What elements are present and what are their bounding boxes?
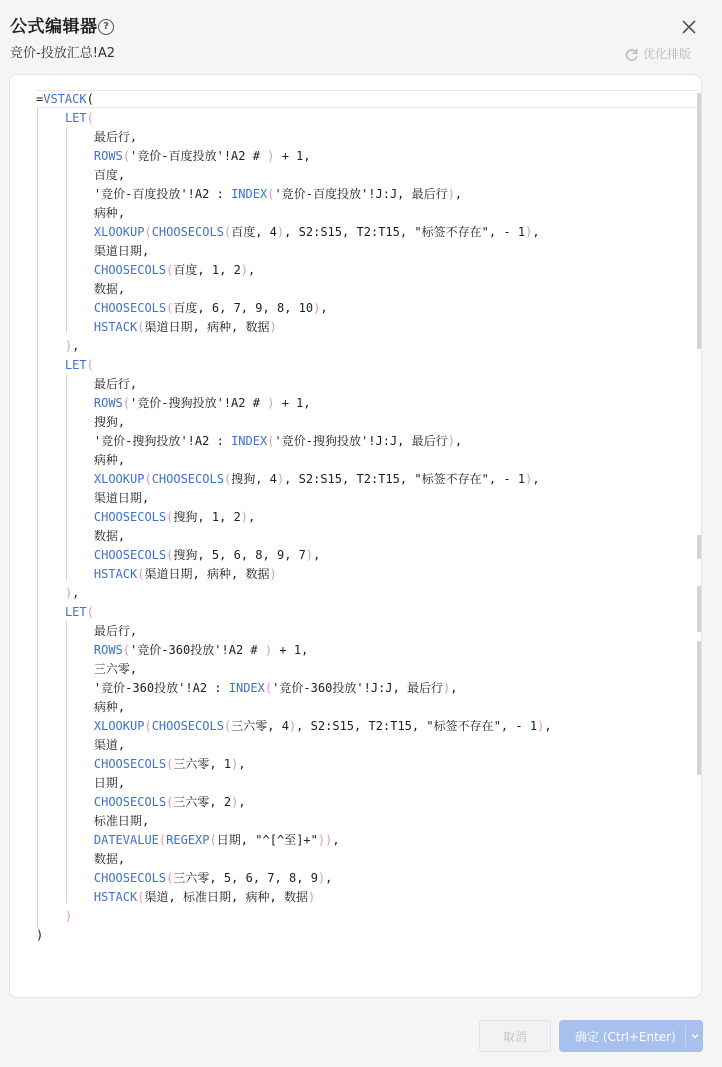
code-line[interactable]: 最后行, — [93, 130, 138, 144]
code-line[interactable]: 日期, — [93, 776, 126, 790]
code-line[interactable]: 病种, — [93, 700, 126, 714]
code-line[interactable]: HSTACK(渠道日期, 病种, 数据) — [93, 320, 277, 334]
cell-reference: 竞价-投放汇总!A2 — [10, 46, 116, 61]
code-line[interactable]: CHOOSECOLS(三六零, 2), — [93, 795, 246, 809]
code-line[interactable]: CHOOSECOLS(三六零, 1), — [93, 757, 246, 771]
code-line[interactable]: 渠道日期, — [93, 244, 150, 258]
code-line[interactable]: 数据, — [93, 852, 126, 866]
code-line[interactable]: ROWS('竞价-搜狗投放'!A2 # ) + 1, — [93, 396, 311, 410]
close-icon[interactable] — [680, 18, 698, 36]
code-line[interactable]: 最后行, — [93, 377, 138, 391]
cancel-button[interactable]: 取消 — [479, 1020, 551, 1052]
code-line[interactable]: LET( — [64, 358, 94, 372]
confirm-label: 确定 (Ctrl+Enter) — [575, 1029, 676, 1044]
code-line[interactable]: 渠道日期, — [93, 491, 150, 505]
optimize-layout-label: 优化排版 — [643, 47, 692, 61]
code-line[interactable]: 病种, — [93, 206, 126, 220]
scrollbar-thumb[interactable] — [697, 93, 702, 349]
code-line[interactable]: CHOOSECOLS(三六零, 5, 6, 7, 8, 9), — [93, 871, 333, 885]
code-line[interactable]: ), — [64, 339, 80, 353]
code-line[interactable]: XLOOKUP(CHOOSECOLS(三六零, 4), S2:S15, T2:T15, "标签不存在", - 1), — [93, 719, 552, 733]
code-line[interactable]: '竞价-360投放'!A2 : INDEX('竞价-360投放'!J:J, 最后行), — [93, 681, 458, 695]
scrollbar-thumb[interactable] — [697, 535, 702, 559]
code-line[interactable]: HSTACK(渠道日期, 病种, 数据) — [93, 567, 277, 581]
code-line[interactable]: 标准日期, — [93, 814, 150, 828]
formula-editor[interactable] — [9, 74, 702, 998]
code-line[interactable]: CHOOSECOLS(百度, 6, 7, 9, 8, 10), — [93, 301, 328, 315]
code-line[interactable]: HSTACK(渠道, 标准日期, 病种, 数据) — [93, 890, 316, 904]
code-line[interactable]: ) — [64, 909, 73, 923]
code-line[interactable]: '竞价-搜狗投放'!A2 : INDEX('竞价-搜狗投放'!J:J, 最后行), — [93, 434, 463, 448]
code-line[interactable]: 三六零, — [93, 662, 138, 676]
code-line[interactable]: XLOOKUP(CHOOSECOLS(百度, 4), S2:S15, T2:T15, "标签不存在", - 1), — [93, 225, 540, 239]
optimize-layout-button[interactable] — [624, 45, 691, 63]
formula-code[interactable] — [36, 90, 552, 945]
code-line[interactable]: '竞价-百度投放'!A2 : INDEX('竞价-百度投放'!J:J, 最后行), — [93, 187, 463, 201]
confirm-button[interactable] — [559, 1020, 703, 1052]
code-line[interactable]: CHOOSECOLS(搜狗, 1, 2), — [93, 510, 256, 524]
code-line[interactable]: =VSTACK( — [36, 92, 94, 106]
code-line[interactable]: LET( — [64, 605, 94, 619]
code-line[interactable]: ) — [36, 928, 44, 942]
code-line[interactable]: ), — [64, 586, 80, 600]
refresh-icon — [624, 47, 639, 62]
code-line[interactable]: 渠道, — [93, 738, 126, 752]
editor-scrollbar[interactable] — [697, 93, 702, 973]
code-line[interactable]: 最后行, — [93, 624, 138, 638]
help-icon[interactable]: ? — [98, 19, 114, 35]
code-line[interactable]: CHOOSECOLS(百度, 1, 2), — [93, 263, 256, 277]
scrollbar-thumb[interactable] — [697, 641, 702, 775]
code-line[interactable]: 百度, — [93, 168, 126, 182]
code-line[interactable]: ROWS('竞价-360投放'!A2 # ) + 1, — [93, 643, 309, 657]
dialog-title: 公式编辑器 — [10, 17, 98, 37]
code-area[interactable] — [36, 90, 702, 970]
code-line[interactable]: LET( — [64, 111, 94, 125]
code-line[interactable]: ROWS('竞价-百度投放'!A2 # ) + 1, — [93, 149, 311, 163]
code-line[interactable]: 数据, — [93, 282, 126, 296]
code-line[interactable]: 数据, — [93, 529, 126, 543]
code-line[interactable]: XLOOKUP(CHOOSECOLS(搜狗, 4), S2:S15, T2:T15, "标签不存在", - 1), — [93, 472, 540, 486]
code-line[interactable]: CHOOSECOLS(搜狗, 5, 6, 8, 9, 7), — [93, 548, 321, 562]
scrollbar-thumb[interactable] — [697, 586, 702, 632]
chevron-down-icon — [690, 1031, 700, 1041]
code-line[interactable]: 病种, — [93, 453, 126, 467]
code-line[interactable]: 搜狗, — [93, 415, 126, 429]
confirm-dropdown[interactable] — [686, 1031, 703, 1041]
code-line[interactable]: DATEVALUE(REGEXP(日期, "^[^至]+")), — [93, 833, 340, 847]
